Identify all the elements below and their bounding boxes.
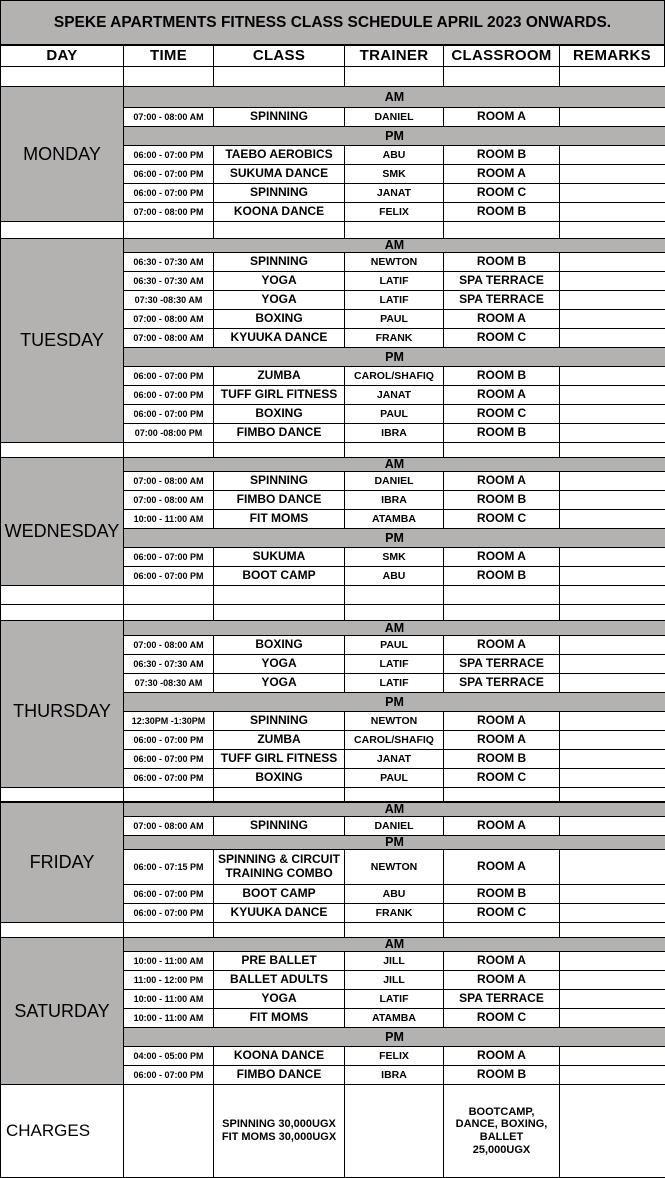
class-name: KOONA DANCE	[213, 1046, 345, 1066]
trainer-name: NEWTON	[344, 252, 444, 272]
class-time: 07:00 - 08:00 AM	[123, 816, 214, 836]
classroom-name: ROOM C	[443, 183, 560, 203]
spacer-cell	[559, 922, 665, 938]
remarks-cell	[559, 1046, 665, 1066]
charges-time-cell	[123, 1084, 214, 1178]
remarks-cell	[559, 884, 665, 904]
remarks-cell	[559, 290, 665, 310]
class-time: 06:00 - 07:00 PM	[123, 566, 214, 586]
spacer-cell	[0, 922, 124, 938]
class-name: PRE BALLET	[213, 951, 345, 971]
spacer-cell	[344, 66, 444, 87]
am-section-header: AM	[123, 457, 665, 472]
classroom-name: ROOM B	[443, 423, 560, 443]
trainer-name: JANAT	[344, 183, 444, 203]
classroom-name: ROOM B	[443, 366, 560, 386]
class-time: 04:00 - 05:00 PM	[123, 1046, 214, 1066]
spacer-cell	[213, 787, 345, 802]
trainer-name: ATAMBA	[344, 1008, 444, 1028]
class-time: 06:00 - 07:00 PM	[123, 749, 214, 769]
day-label-thursday: THURSDAY	[0, 620, 124, 802]
remarks-cell	[559, 989, 665, 1009]
am-section-header: AM	[123, 802, 665, 817]
classroom-name: ROOM B	[443, 145, 560, 165]
trainer-name: PAUL	[344, 309, 444, 329]
spacer-cell	[443, 787, 560, 802]
trainer-name: ABU	[344, 884, 444, 904]
spacer-cell	[0, 66, 124, 87]
trainer-name: SMK	[344, 164, 444, 184]
classroom-name: ROOM C	[443, 328, 560, 348]
classroom-name: ROOM C	[443, 1008, 560, 1028]
remarks-cell	[559, 509, 665, 529]
remarks-cell	[559, 202, 665, 222]
classroom-name: ROOM A	[443, 107, 560, 127]
classroom-price-line: BALLET	[479, 1131, 524, 1143]
class-name: SPINNING	[213, 107, 345, 127]
spacer-cell	[443, 221, 560, 239]
class-time: 07:00 - 08:00 AM	[123, 309, 214, 329]
pm-section-header: PM	[123, 528, 665, 548]
day-label-tuesday: TUESDAY	[0, 238, 124, 443]
class-name: YOGA	[213, 271, 345, 291]
class-time: 06:00 - 07:00 PM	[123, 768, 214, 788]
class-time: 06:30 - 07:30 AM	[123, 271, 214, 291]
remarks-cell	[559, 951, 665, 971]
class-name: SUKUMA DANCE	[213, 164, 345, 184]
trainer-name: ABU	[344, 566, 444, 586]
spacer-cell	[123, 66, 214, 87]
remarks-cell	[559, 107, 665, 127]
class-name: KYUUKA DANCE	[213, 903, 345, 923]
class-name: YOGA	[213, 989, 345, 1009]
spacer-cell	[0, 442, 124, 458]
header-class: CLASS	[213, 45, 345, 67]
class-name: SPINNING	[213, 183, 345, 203]
class-name: KOONA DANCE	[213, 202, 345, 222]
remarks-cell	[559, 970, 665, 990]
classroom-name: ROOM A	[443, 164, 560, 184]
class-name: SPINNING & CIRCUIT TRAINING COMBO	[213, 849, 345, 885]
spacer-cell	[213, 442, 345, 458]
class-time: 06:00 - 07:00 PM	[123, 164, 214, 184]
trainer-name: IBRA	[344, 423, 444, 443]
header-time: TIME	[123, 45, 214, 67]
header-classroom: CLASSROOM	[443, 45, 560, 67]
classroom-name: ROOM C	[443, 768, 560, 788]
class-time: 07:30 -08:30 AM	[123, 290, 214, 310]
class-time: 07:00 - 08:00 AM	[123, 107, 214, 127]
remarks-cell	[559, 309, 665, 329]
am-section-header: AM	[123, 238, 665, 253]
classroom-name: ROOM B	[443, 252, 560, 272]
class-name: YOGA	[213, 290, 345, 310]
remarks-cell	[559, 673, 665, 693]
remarks-cell	[559, 547, 665, 567]
spacer-cell	[559, 66, 665, 87]
classroom-name: ROOM A	[443, 970, 560, 990]
spacer-cell	[559, 585, 665, 605]
class-name: FIMBO DANCE	[213, 423, 345, 443]
class-name: FIT MOMS	[213, 1008, 345, 1028]
remarks-cell	[559, 903, 665, 923]
class-time: 06:00 - 07:15 PM	[123, 849, 214, 885]
classroom-name: SPA TERRACE	[443, 673, 560, 693]
classroom-name: ROOM A	[443, 711, 560, 731]
class-name: BOOT CAMP	[213, 566, 345, 586]
remarks-cell	[559, 711, 665, 731]
classroom-name: ROOM A	[443, 547, 560, 567]
pm-section-header: PM	[123, 347, 665, 367]
trainer-name: IBRA	[344, 490, 444, 510]
trainer-name: PAUL	[344, 768, 444, 788]
trainer-name: JANAT	[344, 385, 444, 405]
classroom-name: ROOM A	[443, 385, 560, 405]
class-name: BOXING	[213, 404, 345, 424]
trainer-name: DANIEL	[344, 107, 444, 127]
class-name: TUFF GIRL FITNESS	[213, 385, 345, 405]
trainer-name: LATIF	[344, 989, 444, 1009]
spacer-cell	[559, 221, 665, 239]
class-time: 07:00 - 08:00 AM	[123, 635, 214, 655]
trainer-name: SMK	[344, 547, 444, 567]
trainer-name: FRANK	[344, 328, 444, 348]
class-name: BOXING	[213, 635, 345, 655]
spacer-cell	[213, 585, 345, 605]
trainer-name: FELIX	[344, 1046, 444, 1066]
schedule-title: SPEKE APARTMENTS FITNESS CLASS SCHEDULE APRIL 2023 ONWARDS.	[0, 0, 665, 45]
class-time: 06:00 - 07:00 PM	[123, 884, 214, 904]
remarks-cell	[559, 749, 665, 769]
classroom-price-line: 25,000UGX	[472, 1143, 531, 1156]
spacer-cell	[443, 922, 560, 938]
class-time: 06:00 - 07:00 PM	[123, 145, 214, 165]
class-name: BOOT CAMP	[213, 884, 345, 904]
spacer-cell	[559, 604, 665, 621]
header-day: DAY	[0, 45, 124, 67]
class-price-line: FIT MOMS 30,000UGX	[221, 1131, 337, 1143]
spacer-cell	[344, 787, 444, 802]
trainer-name: LATIF	[344, 673, 444, 693]
pm-section-header: PM	[123, 126, 665, 146]
class-name: YOGA	[213, 673, 345, 693]
remarks-cell	[559, 471, 665, 491]
trainer-name: NEWTON	[344, 711, 444, 731]
class-time: 06:00 - 07:00 PM	[123, 385, 214, 405]
classroom-name: ROOM C	[443, 404, 560, 424]
class-name: FIT MOMS	[213, 509, 345, 529]
remarks-cell	[559, 768, 665, 788]
trainer-name: LATIF	[344, 271, 444, 291]
spacer-cell	[443, 442, 560, 458]
am-section-header: AM	[123, 86, 665, 108]
classroom-name: ROOM A	[443, 471, 560, 491]
classroom-name: ROOM A	[443, 951, 560, 971]
classroom-name: ROOM B	[443, 490, 560, 510]
classroom-charges	[443, 1084, 560, 1178]
trainer-name: DANIEL	[344, 816, 444, 836]
spacer-cell	[0, 787, 124, 802]
class-name: BOXING	[213, 309, 345, 329]
classroom-name: ROOM C	[443, 903, 560, 923]
class-time: 07:30 -08:30 AM	[123, 673, 214, 693]
remarks-cell	[559, 490, 665, 510]
class-name: TAEBO AEROBICS	[213, 145, 345, 165]
trainer-name: ATAMBA	[344, 509, 444, 529]
spacer-cell	[344, 922, 444, 938]
spacer-cell	[344, 221, 444, 239]
trainer-name: LATIF	[344, 290, 444, 310]
spacer-cell	[123, 922, 214, 938]
class-name: ZUMBA	[213, 366, 345, 386]
pm-section-header: PM	[123, 835, 665, 850]
spacer-cell	[123, 604, 214, 621]
trainer-name: PAUL	[344, 404, 444, 424]
remarks-cell	[559, 404, 665, 424]
day-label-friday: FRIDAY	[0, 802, 124, 923]
remarks-cell	[559, 366, 665, 386]
header-remarks: REMARKS	[559, 45, 665, 67]
trainer-name: PAUL	[344, 635, 444, 655]
spacer-cell	[559, 442, 665, 458]
class-time: 12:30PM -1:30PM	[123, 711, 214, 731]
spacer-cell	[123, 442, 214, 458]
trainer-name: DANIEL	[344, 471, 444, 491]
remarks-cell	[559, 271, 665, 291]
classroom-name: SPA TERRACE	[443, 271, 560, 291]
spacer-cell	[0, 221, 124, 239]
remarks-cell	[559, 654, 665, 674]
remarks-cell	[559, 730, 665, 750]
class-name: FIMBO DANCE	[213, 1065, 345, 1085]
trainer-name: CAROL/SHAFIQ	[344, 730, 444, 750]
day-label-wednesday: WEDNESDAY	[0, 457, 124, 605]
trainer-name: JILL	[344, 951, 444, 971]
classroom-name: ROOM A	[443, 309, 560, 329]
classroom-price-line: DANCE, BOXING,	[455, 1118, 548, 1131]
spacer-cell	[0, 604, 124, 621]
spacer-cell	[344, 604, 444, 621]
class-time: 06:00 - 07:00 PM	[123, 183, 214, 203]
class-time: 10:00 - 11:00 AM	[123, 951, 214, 971]
remarks-cell	[559, 635, 665, 655]
trainer-name: LATIF	[344, 654, 444, 674]
classroom-name: ROOM B	[443, 749, 560, 769]
class-name: SPINNING	[213, 471, 345, 491]
remarks-cell	[559, 385, 665, 405]
class-time: 11:00 - 12:00 PM	[123, 970, 214, 990]
class-price-line: SPINNING 30,000UGX	[222, 1118, 336, 1131]
class-time: 06:30 - 07:30 AM	[123, 252, 214, 272]
classroom-name: ROOM B	[443, 566, 560, 586]
remarks-cell	[559, 145, 665, 165]
classroom-name: ROOM A	[443, 635, 560, 655]
spacer-cell	[443, 66, 560, 87]
spacer-cell	[123, 787, 214, 802]
classroom-price-line: BOOTCAMP,	[468, 1105, 535, 1118]
remarks-cell	[559, 423, 665, 443]
classroom-name: ROOM B	[443, 884, 560, 904]
trainer-name: FRANK	[344, 903, 444, 923]
remarks-cell	[559, 566, 665, 586]
remarks-cell	[559, 816, 665, 836]
remarks-cell	[559, 252, 665, 272]
trainer-name: FELIX	[344, 202, 444, 222]
class-time: 07:00 -08:00 PM	[123, 423, 214, 443]
remarks-cell	[559, 164, 665, 184]
spacer-cell	[344, 442, 444, 458]
spacer-cell	[344, 585, 444, 605]
trainer-name: NEWTON	[344, 849, 444, 885]
am-section-header: AM	[123, 620, 665, 636]
class-name: SPINNING	[213, 252, 345, 272]
spacer-cell	[0, 585, 124, 605]
charges-label: CHARGES	[0, 1084, 124, 1178]
class-time: 06:00 - 07:00 PM	[123, 404, 214, 424]
header-trainer: TRAINER	[344, 45, 444, 67]
class-time: 07:00 - 08:00 PM	[123, 202, 214, 222]
classroom-name: ROOM A	[443, 730, 560, 750]
classroom-name: ROOM C	[443, 509, 560, 529]
classroom-name: ROOM A	[443, 1046, 560, 1066]
class-time: 07:00 - 08:00 AM	[123, 471, 214, 491]
spacer-cell	[559, 787, 665, 802]
spacer-cell	[443, 604, 560, 621]
charges-trainer-cell	[344, 1084, 444, 1178]
class-time: 06:00 - 07:00 PM	[123, 730, 214, 750]
spacer-cell	[213, 66, 345, 87]
class-name: SPINNING	[213, 711, 345, 731]
class-name: KYUUKA DANCE	[213, 328, 345, 348]
remarks-cell	[559, 1008, 665, 1028]
remarks-cell	[559, 328, 665, 348]
class-time: 10:00 - 11:00 AM	[123, 989, 214, 1009]
class-charges	[213, 1084, 345, 1178]
remarks-cell	[559, 183, 665, 203]
class-name: YOGA	[213, 654, 345, 674]
trainer-name: IBRA	[344, 1065, 444, 1085]
class-time: 06:00 - 07:00 PM	[123, 1065, 214, 1085]
class-time: 07:00 - 08:00 AM	[123, 328, 214, 348]
trainer-name: JANAT	[344, 749, 444, 769]
class-time: 06:00 - 07:00 PM	[123, 903, 214, 923]
classroom-name: SPA TERRACE	[443, 654, 560, 674]
pm-section-header: PM	[123, 692, 665, 712]
class-name: BOXING	[213, 768, 345, 788]
class-name: SUKUMA	[213, 547, 345, 567]
class-name: TUFF GIRL FITNESS	[213, 749, 345, 769]
spacer-cell	[123, 585, 214, 605]
spacer-cell	[213, 922, 345, 938]
spacer-cell	[213, 604, 345, 621]
trainer-name: ABU	[344, 145, 444, 165]
pm-section-header: PM	[123, 1027, 665, 1047]
class-name: BALLET ADULTS	[213, 970, 345, 990]
classroom-name: SPA TERRACE	[443, 989, 560, 1009]
classroom-name: ROOM B	[443, 202, 560, 222]
am-section-header: AM	[123, 937, 665, 952]
spacer-cell	[123, 221, 214, 239]
trainer-name: CAROL/SHAFIQ	[344, 366, 444, 386]
class-name: ZUMBA	[213, 730, 345, 750]
charges-remarks-cell	[559, 1084, 665, 1178]
class-time: 10:00 - 11:00 AM	[123, 1008, 214, 1028]
spacer-cell	[213, 221, 345, 239]
class-time: 06:00 - 07:00 PM	[123, 547, 214, 567]
remarks-cell	[559, 1065, 665, 1085]
day-label-monday: MONDAY	[0, 86, 124, 222]
class-name: FIMBO DANCE	[213, 490, 345, 510]
class-time: 07:00 - 08:00 AM	[123, 490, 214, 510]
class-time: 10:00 - 11:00 AM	[123, 509, 214, 529]
classroom-name: ROOM B	[443, 1065, 560, 1085]
spacer-cell	[443, 585, 560, 605]
remarks-cell	[559, 849, 665, 885]
day-label-saturday: SATURDAY	[0, 937, 124, 1085]
class-time: 06:00 - 07:00 PM	[123, 366, 214, 386]
classroom-name: ROOM A	[443, 849, 560, 885]
classroom-name: ROOM A	[443, 816, 560, 836]
classroom-name: SPA TERRACE	[443, 290, 560, 310]
trainer-name: JILL	[344, 970, 444, 990]
class-time: 06:30 - 07:30 AM	[123, 654, 214, 674]
class-name: SPINNING	[213, 816, 345, 836]
